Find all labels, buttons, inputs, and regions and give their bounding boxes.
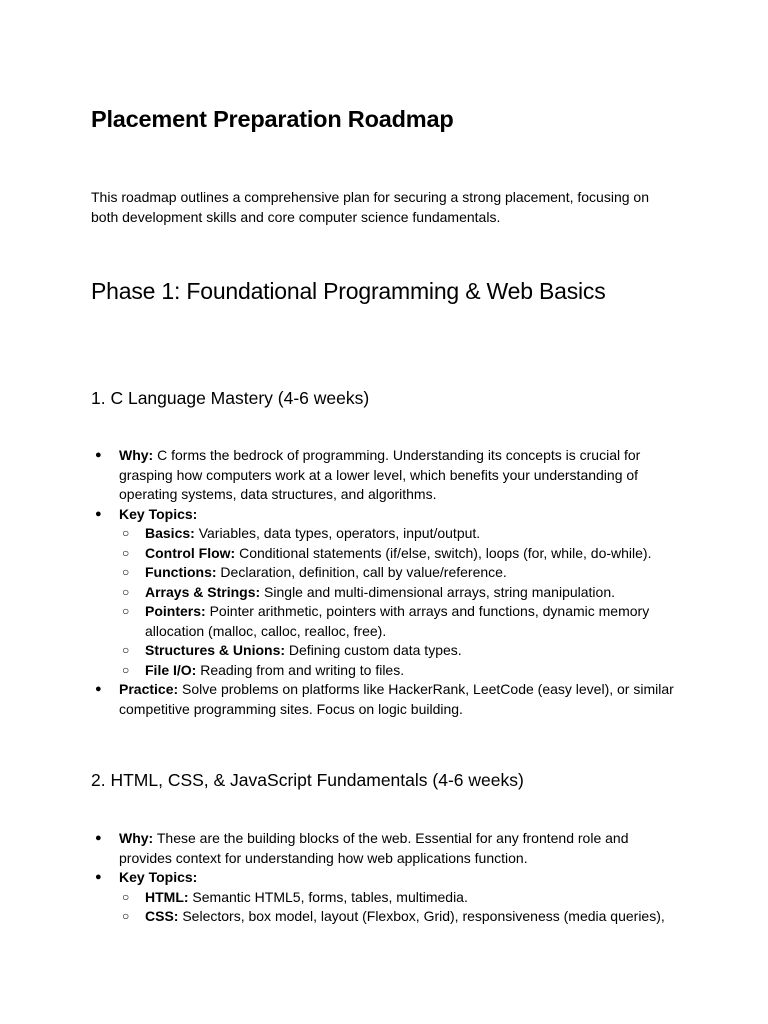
bullet-icon: ● <box>95 449 102 461</box>
topic-text: Defining custom data types. <box>285 642 462 658</box>
sub-item-functions <box>91 563 691 583</box>
sub-item-html <box>91 888 691 908</box>
intro-paragraph <box>91 188 649 227</box>
practice-label: Practice: <box>119 681 179 697</box>
hollow-bullet-icon: ○ <box>122 909 130 923</box>
topic-label: CSS: <box>145 908 179 924</box>
why-text: C forms the bedrock of programming. Understanding its concepts is crucial for <box>153 447 641 463</box>
bullet-icon: ● <box>95 832 102 844</box>
sub-item-pointers <box>91 602 691 641</box>
why-text: provides context for understanding how web applications function. <box>119 849 528 866</box>
topic-label: Structures & Unions: <box>145 642 286 658</box>
topic-text: allocation (malloc, calloc, realloc, free). <box>145 622 387 639</box>
list-item-key-topics <box>91 868 691 888</box>
topic-label: File I/O: <box>145 661 197 678</box>
topic-label: Pointers: <box>145 603 206 619</box>
key-topics-label: Key Topics: <box>119 505 198 522</box>
topic-text: Semantic HTML5, forms, tables, multimedia. <box>188 888 468 905</box>
topic-label: Arrays & Strings: <box>145 583 261 600</box>
why-text: operating systems, data structures, and algorithms. <box>119 486 437 502</box>
topic-text: Single and multi-dimensional arrays, string manipulation. <box>260 583 615 600</box>
intro-line: This roadmap outlines a comprehensive plan for securing a strong placement, focusing on <box>91 189 649 205</box>
topic-label: Basics: <box>145 525 195 541</box>
topic-text: Reading from and writing to files. <box>196 661 405 678</box>
hollow-bullet-icon: ○ <box>122 584 130 599</box>
phase-heading: Phase 1: Foundational Programming & Web Basics <box>91 278 606 304</box>
document-title: Placement Preparation Roadmap <box>91 106 454 132</box>
why-text: grasping how computers work at a lower level, which benefits your understanding of <box>119 466 639 483</box>
sub-item-basics <box>91 524 691 544</box>
why-text: These are the building blocks of the web. Essential for any frontend role and <box>153 830 629 846</box>
sub-item-file-io <box>91 661 691 681</box>
bullet-icon: ● <box>95 871 102 883</box>
hollow-bullet-icon: ○ <box>122 604 130 618</box>
topic-label: HTML: <box>145 888 189 905</box>
practice-text: Solve problems on platforms like HackerRank, LeetCode (easy level), or similar <box>178 681 674 697</box>
hollow-bullet-icon: ○ <box>122 662 130 677</box>
sub-item-arrays-strings <box>91 583 691 603</box>
intro-line: both development skills and core computer science fundamentals. <box>91 208 501 225</box>
list-item-why <box>91 829 691 868</box>
why-label: Why: <box>119 447 154 463</box>
hollow-bullet-icon: ○ <box>122 565 130 579</box>
sub-item-css <box>91 907 691 927</box>
section-2-list <box>91 829 691 927</box>
why-label: Why: <box>119 830 154 846</box>
sub-item-structures-unions <box>91 641 691 661</box>
section-heading: 1. C Language Mastery (4-6 weeks) <box>91 388 370 408</box>
topic-text: Conditional statements (if/else, switch), loops (for, while, do-while). <box>235 544 652 561</box>
topic-text: Pointer arithmetic, pointers with arrays and functions, dynamic memory <box>205 603 650 619</box>
key-topics-label: Key Topics: <box>119 869 198 885</box>
list-item-practice <box>91 680 691 719</box>
topic-text: Declaration, definition, call by value/reference. <box>216 564 507 580</box>
hollow-bullet-icon: ○ <box>122 889 130 904</box>
list-item-why <box>91 446 691 505</box>
section-heading: 2. HTML, CSS, & JavaScript Fundamentals (4-6 weeks) <box>91 770 524 790</box>
practice-text: competitive programming sites. Focus on logic building. <box>119 700 463 717</box>
section-1-list <box>91 446 691 719</box>
sub-item-control-flow <box>91 544 691 564</box>
topic-text: Variables, data types, operators, input/output. <box>194 525 481 541</box>
hollow-bullet-icon: ○ <box>122 526 130 540</box>
topic-label: Control Flow: <box>145 544 236 561</box>
bullet-icon: ● <box>95 683 102 695</box>
topic-label: Functions: <box>145 564 217 580</box>
hollow-bullet-icon: ○ <box>122 643 130 657</box>
hollow-bullet-icon: ○ <box>122 545 130 560</box>
topic-text: Selectors, box model, layout (Flexbox, Grid), responsiveness (media queries), <box>178 908 665 924</box>
list-item-key-topics <box>91 505 691 525</box>
bullet-icon: ● <box>95 507 102 520</box>
